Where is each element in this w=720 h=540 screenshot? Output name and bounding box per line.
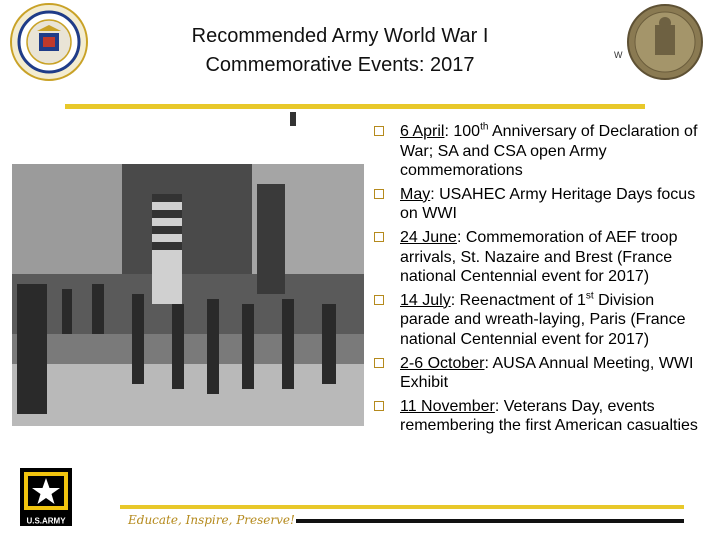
event-date: 24 June xyxy=(400,228,457,246)
bullet-box-icon xyxy=(374,232,384,242)
department-seal-icon xyxy=(10,3,88,81)
list-item: 24 June: Commemoration of AEF troop arrivals, St. Nazaire and Brest (France national Centennial event for 2017) xyxy=(372,228,702,287)
event-date: 11 November xyxy=(400,397,495,415)
title-line-1: Recommended Army World War I xyxy=(191,25,489,47)
bullet-box-icon xyxy=(374,126,384,136)
medal-caption: W xyxy=(614,50,623,60)
footer-tagline: Educate, Inspire, Preserve! xyxy=(128,513,295,527)
event-date: May xyxy=(400,185,431,203)
footer-black-bar xyxy=(296,519,684,523)
event-date: 6 April xyxy=(400,123,445,140)
event-list xyxy=(372,122,702,440)
bullet-box-icon xyxy=(374,358,384,368)
event-date: 2-6 October xyxy=(400,354,485,372)
event-date: 14 July xyxy=(400,291,451,309)
army-star-logo-icon xyxy=(20,468,72,526)
slide-title xyxy=(120,22,560,80)
list-item: May: USAHEC Army Heritage Days focus on WWI xyxy=(372,185,702,224)
header-dark-strip xyxy=(290,112,296,126)
header-gold-bar xyxy=(65,104,645,109)
parade-photo xyxy=(12,164,364,426)
bullet-box-icon xyxy=(374,401,384,411)
footer-gold-bar xyxy=(120,505,684,509)
bullet-box-icon xyxy=(374,189,384,199)
title-line-2: Commemorative Events: 2017 xyxy=(205,54,475,76)
list-item: 6 April: 100th Anniversary of Declaration of War; SA and CSA open Army commemorations xyxy=(372,122,702,181)
bullet-box-icon xyxy=(374,295,384,305)
list-item: 14 July: Reenactment of 1st Division parade and wreath-laying, Paris (France national Centennial event for 2017) xyxy=(372,291,702,350)
list-item: 2-6 October: AUSA Annual Meeting, WWI Exhibit xyxy=(372,354,702,393)
army-logo-text: U.S.ARMY xyxy=(26,516,66,526)
commemorative-medal-icon xyxy=(625,3,705,81)
list-item: 11 November: Veterans Day, events remembering the first American casualties xyxy=(372,397,702,436)
